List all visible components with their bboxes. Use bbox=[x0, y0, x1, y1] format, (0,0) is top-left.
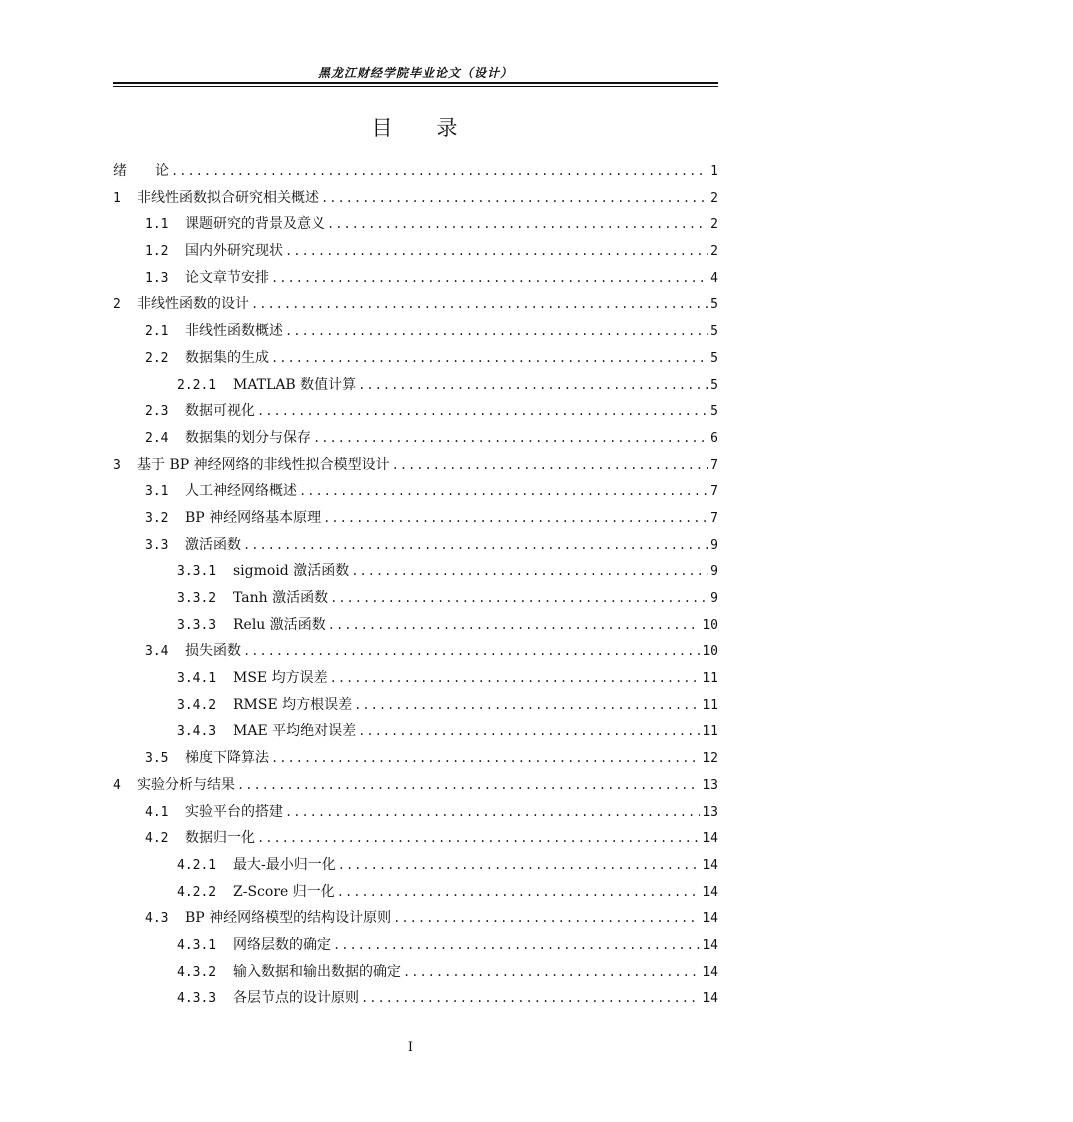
toc-entry[interactable] bbox=[113, 879, 718, 906]
toc-entry[interactable] bbox=[113, 718, 718, 745]
toc-leader-dots bbox=[271, 265, 708, 292]
toc-leader-dots bbox=[285, 238, 708, 265]
toc-entry-label: 基于 BP 神经网络的非线性拟合模型设计 bbox=[137, 456, 390, 473]
toc-entry-label: 实验平台的搭建 bbox=[185, 803, 283, 820]
toc-entry-number: 4.2.1 bbox=[177, 857, 217, 873]
toc-entry-page: 11 bbox=[702, 671, 718, 687]
toc-leader-dots bbox=[237, 772, 700, 799]
toc-leader-dots bbox=[393, 905, 700, 932]
header-rule-thin bbox=[113, 86, 718, 87]
toc-entry-page: 9 bbox=[710, 564, 718, 580]
toc-entry-page: 4 bbox=[710, 270, 718, 286]
header-rule-thick bbox=[113, 82, 718, 85]
toc-title bbox=[113, 112, 718, 142]
toc-entry-page: 14 bbox=[702, 831, 718, 847]
toc-leader-dots bbox=[354, 692, 700, 719]
toc-entry-label: RMSE 均方根误差 bbox=[233, 696, 353, 713]
toc-entry-page: 5 bbox=[710, 297, 718, 313]
toc-leader-dots bbox=[358, 372, 708, 399]
toc-entry[interactable] bbox=[113, 638, 718, 665]
toc-entry[interactable] bbox=[113, 799, 718, 826]
toc-entry[interactable] bbox=[113, 932, 718, 959]
toc-entry-number: 4 bbox=[113, 777, 121, 793]
toc-entry-number: 2.2 bbox=[145, 350, 169, 366]
toc-entry-number: 3 bbox=[113, 457, 121, 473]
toc-entry-label: Relu 激活函数 bbox=[233, 616, 326, 633]
toc-entry-label: MSE 均方误差 bbox=[233, 670, 328, 687]
toc-entry-label: BP 神经网络模型的结构设计原则 bbox=[185, 910, 392, 927]
toc-leader-dots bbox=[313, 425, 708, 452]
toc-entry[interactable] bbox=[113, 825, 718, 852]
toc-entry-label: 输入数据和输出数据的确定 bbox=[233, 963, 401, 980]
toc-entry-label: MAE 平均绝对误差 bbox=[233, 723, 357, 740]
toc-entry-number: 1.3 bbox=[145, 270, 169, 286]
toc-entry[interactable] bbox=[113, 985, 718, 1012]
toc-entry[interactable] bbox=[113, 452, 718, 479]
toc-entry[interactable] bbox=[113, 692, 718, 719]
toc-entry-page: 7 bbox=[710, 484, 718, 500]
toc-entry[interactable] bbox=[113, 478, 718, 505]
toc-entry-page: 11 bbox=[702, 697, 718, 713]
page-number: I bbox=[407, 1040, 414, 1055]
toc-entry-page: 9 bbox=[710, 591, 718, 606]
toc-entry-page: 10 bbox=[702, 644, 718, 660]
toc-entry-number: 3.1 bbox=[145, 484, 169, 500]
toc-leader-dots bbox=[257, 825, 700, 852]
toc-entry-page: 11 bbox=[702, 724, 718, 740]
toc-entry-page: 13 bbox=[702, 804, 718, 820]
toc-entry-label: 最大-最小归一化 bbox=[233, 856, 336, 873]
toc-entry-page: 13 bbox=[702, 777, 718, 793]
toc-entry-number: 4.2.2 bbox=[177, 884, 217, 900]
toc-leader-dots bbox=[361, 985, 700, 1012]
toc-entry-page: 14 bbox=[702, 964, 718, 980]
toc-entry-label: 绪 论 bbox=[113, 163, 169, 179]
toc-entry-number: 4.2 bbox=[145, 831, 169, 847]
toc-entry-page: 10 bbox=[702, 617, 718, 633]
toc-entry-number: 2.2.1 bbox=[177, 377, 217, 393]
toc-entry-number: 2.1 bbox=[145, 324, 169, 340]
toc-entry-label: BP 神经网络基本原理 bbox=[185, 509, 322, 526]
toc-entry-number: 1.1 bbox=[145, 217, 169, 233]
toc-title-first-char: 目 bbox=[371, 116, 395, 140]
toc-entry-label: 数据集的生成 bbox=[185, 349, 269, 366]
toc-entry-number: 1.2 bbox=[145, 244, 169, 260]
toc-entry[interactable] bbox=[113, 665, 718, 692]
toc-entry-page: 5 bbox=[710, 404, 718, 420]
toc-entry-label: 实验分析与结果 bbox=[137, 776, 235, 793]
toc-entry-label: 数据可视化 bbox=[185, 403, 255, 420]
toc-entry-page: 2 bbox=[710, 217, 718, 233]
toc-entry[interactable] bbox=[113, 211, 718, 238]
toc-entry-label: 课题研究的背景及意义 bbox=[185, 216, 325, 233]
toc-entry[interactable] bbox=[113, 745, 718, 772]
toc-entry-page: 7 bbox=[710, 510, 718, 526]
toc-entry[interactable] bbox=[113, 905, 718, 932]
toc-leader-dots bbox=[403, 959, 700, 986]
toc-entry-label: 数据集的划分与保存 bbox=[185, 429, 311, 446]
toc-entry-page: 14 bbox=[702, 857, 718, 873]
toc-entry-label: sigmoid 激活函数 bbox=[233, 563, 350, 580]
toc-leader-dots bbox=[333, 932, 700, 959]
toc-entry-page: 12 bbox=[702, 751, 718, 767]
toc-entry-number: 3.5 bbox=[145, 751, 169, 767]
toc-entry-number: 2 bbox=[113, 297, 121, 313]
toc-entry[interactable] bbox=[113, 772, 718, 799]
toc-leader-dots bbox=[299, 478, 708, 505]
toc-entry-page: 14 bbox=[702, 884, 718, 900]
toc-entry-label: 论文章节安排 bbox=[185, 269, 269, 286]
toc-entry-page: 5 bbox=[710, 324, 718, 340]
toc-entry-label: 国内外研究现状 bbox=[185, 243, 283, 260]
toc-leader-dots bbox=[330, 585, 708, 612]
toc-leader-dots bbox=[328, 612, 701, 639]
toc-entry[interactable] bbox=[113, 238, 718, 265]
toc-entry-label: 非线性函数拟合研究相关概述 bbox=[137, 189, 319, 206]
toc-entry-page: 5 bbox=[710, 377, 718, 393]
toc-entry-label: Z-Score 归一化 bbox=[233, 883, 335, 900]
toc-entry[interactable] bbox=[113, 265, 718, 292]
toc-entry-number: 4.1 bbox=[145, 804, 169, 820]
toc-leader-dots bbox=[337, 879, 701, 906]
toc-entry-label: Tanh 激活函数 bbox=[233, 590, 329, 606]
toc-entry-number: 4.3.3 bbox=[177, 991, 217, 1007]
toc-entry[interactable] bbox=[113, 291, 718, 318]
toc-entry-number: 3.3.1 bbox=[177, 564, 217, 580]
toc-entry-label: 非线性函数的设计 bbox=[137, 296, 249, 313]
toc-entry-number: 3.4.3 bbox=[177, 724, 217, 740]
toc-entry-number: 2.3 bbox=[145, 404, 169, 420]
toc-leader-dots bbox=[358, 718, 700, 745]
toc-entry-page: 7 bbox=[710, 457, 718, 473]
toc-entry-page: 2 bbox=[710, 244, 718, 260]
toc-entry[interactable] bbox=[113, 959, 718, 986]
toc-leader-dots bbox=[392, 452, 709, 479]
toc-entry[interactable] bbox=[113, 345, 718, 372]
toc-entry[interactable] bbox=[113, 852, 718, 879]
toc-entry-label: 损失函数 bbox=[185, 643, 241, 660]
toc-entry-number: 3.3.3 bbox=[177, 617, 217, 633]
toc-leader-dots bbox=[351, 558, 708, 585]
toc-entry[interactable] bbox=[113, 505, 718, 532]
toc-entry-number: 3.4 bbox=[145, 644, 169, 660]
toc-entry[interactable] bbox=[113, 558, 718, 585]
toc-entry-number: 3.4.2 bbox=[177, 697, 217, 713]
toc-entry-number: 3.4.1 bbox=[177, 671, 217, 687]
toc-entry-number: 4.3 bbox=[145, 911, 169, 927]
toc-entry-page: 5 bbox=[710, 350, 718, 366]
toc-entry[interactable] bbox=[113, 185, 718, 212]
toc-entry-page: 9 bbox=[710, 537, 718, 553]
toc-entry-number: 1 bbox=[113, 190, 121, 206]
toc-leader-dots bbox=[338, 852, 701, 879]
toc-leader-dots bbox=[271, 345, 708, 372]
toc-entry-label: 各层节点的设计原则 bbox=[233, 990, 359, 1007]
toc-entry-page: 6 bbox=[710, 430, 718, 446]
toc-leader-dots bbox=[285, 318, 708, 345]
toc-entry-number: 4.3.2 bbox=[177, 964, 217, 980]
toc-entry-page: 14 bbox=[702, 911, 718, 927]
running-header: 黑龙江财经学院毕业论文（设计） bbox=[317, 66, 513, 80]
toc-entry[interactable] bbox=[113, 398, 718, 425]
toc-entry-number: 3.2 bbox=[145, 510, 169, 526]
toc-entry-label: 激活函数 bbox=[185, 536, 241, 553]
toc-entry-label: 人工神经网络概述 bbox=[185, 483, 297, 500]
toc-leader-dots bbox=[285, 799, 700, 826]
toc-leader-dots bbox=[257, 398, 708, 425]
toc-entry-page: 2 bbox=[710, 190, 718, 206]
toc-entry-number: 2.4 bbox=[145, 430, 169, 446]
toc-entry[interactable] bbox=[113, 318, 718, 345]
toc-entry-label: 数据归一化 bbox=[185, 830, 255, 847]
toc-entry-page: 1 bbox=[710, 164, 718, 179]
toc-entry[interactable] bbox=[113, 372, 718, 399]
toc-leader-dots bbox=[171, 158, 708, 185]
toc-leader-dots bbox=[321, 185, 708, 212]
toc-leader-dots bbox=[251, 291, 708, 318]
toc-entry-page: 14 bbox=[702, 991, 718, 1007]
toc-entry[interactable] bbox=[113, 532, 718, 559]
toc-entry[interactable] bbox=[113, 158, 718, 185]
toc-leader-dots bbox=[330, 665, 701, 692]
toc-entry[interactable] bbox=[113, 425, 718, 452]
toc-leader-dots bbox=[327, 211, 708, 238]
toc-entry-label: MATLAB 数值计算 bbox=[233, 376, 357, 393]
toc-entry[interactable] bbox=[113, 612, 718, 639]
toc-entry-number: 3.3.2 bbox=[177, 591, 217, 606]
toc-entry-number: 4.3.1 bbox=[177, 937, 217, 953]
toc-entry-label: 非线性函数概述 bbox=[185, 323, 283, 340]
toc-leader-dots bbox=[323, 505, 708, 532]
toc-entry-label: 网络层数的确定 bbox=[233, 936, 331, 953]
toc-entry-label: 梯度下降算法 bbox=[185, 750, 269, 767]
toc-leader-dots bbox=[243, 532, 708, 559]
table-of-contents bbox=[113, 158, 718, 1012]
toc-entry[interactable] bbox=[113, 585, 718, 612]
toc-entry-page: 14 bbox=[702, 937, 718, 953]
toc-entry-number: 3.3 bbox=[145, 537, 169, 553]
toc-title-second-char: 录 bbox=[436, 116, 460, 140]
toc-leader-dots bbox=[271, 745, 700, 772]
toc-leader-dots bbox=[243, 638, 700, 665]
